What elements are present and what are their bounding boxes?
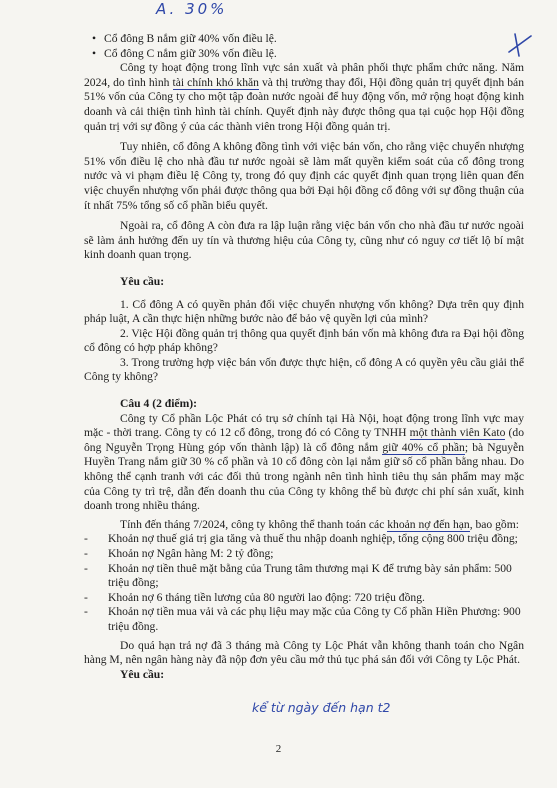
bullet-text: Cổ đông B nắm giữ 40% vốn điều lệ.	[104, 32, 277, 45]
dash-bullet: -	[84, 590, 88, 604]
bullet-text: Cổ đông C nắm giữ 30% vốn điều lệ.	[104, 46, 277, 60]
dash-bullet: -	[84, 532, 88, 546]
bullet-item	[84, 32, 524, 47]
case3-question-3: 3. Trong trường hợp việc bán vốn được thực hiện, cổ đông A có quyền yêu cầu giải thể Công ty không?	[84, 355, 524, 384]
case4-paragraph-1: Công ty Cổ phần Lộc Phát có trụ sở chính tại Hà Nội, hoạt động trong lĩnh vực may mặc - thời trang. Công ty có 12 cổ đông, trong đó có Công ty TNHH một thành viên Kato (do ông Nguyễn Trọng Hùng góp vốn thành lập) là cổ đông nắm giữ 40% cổ phần; bà Nguyễn Huyền Trang nắm giữ 30 % cổ phần và 10 cổ đông còn lại nắm giữ số cổ phần bằng nhau. Do không thể cạnh tranh với các đối thủ trong ngành nên tình hình tiêu thụ sản phẩm may mặc của Công ty trì trệ, dẫn đến doanh thu của Công ty không thể bù được chi phí sản xuất, kinh doanh trong nhiều tháng.	[84, 411, 525, 513]
case4-title: Câu 4 (2 điểm):	[120, 397, 197, 411]
case4-paragraph-2: Tính đến tháng 7/2024, công ty không thể thanh toán các khoản nợ đến hạn, bao gồm:	[120, 517, 519, 531]
page-number: 2	[275, 743, 282, 755]
dash-bullet: -	[84, 547, 88, 560]
page-content	[84, 32, 524, 682]
case3-question-2: 2. Việc Hội đồng quản trị thông qua quyết định bán vốn mà không đưa ra Đại hội đồng cổ đông có hợp pháp không?	[84, 326, 524, 355]
handwritten-top-note: A. 30%	[156, 0, 228, 18]
dash-bullet: -	[84, 561, 88, 575]
case3-question-1: 1. Cổ đông A có quyền phản đối việc chuyển nhượng vốn không? Dựa trên quy định pháp luật, A cần thực hiện những bước nào để bảo vệ quyền lợi của mình?	[84, 297, 524, 326]
handwritten-check-icon	[505, 30, 535, 60]
bullet-dot-icon: •	[91, 32, 97, 45]
case3-paragraph-3: Ngoài ra, cổ đông A còn đưa ra lập luận rằng việc bán vốn cho nhà đầu tư nước ngoài sẽ làm ảnh hưởng đến uy tín và thương hiệu của Công ty, cũng như có nguy cơ tiết lộ bí mật kinh doanh quan trọng.	[84, 219, 524, 262]
case4-paragraph-3: Do quá hạn trả nợ đã 3 tháng mà Công ty Lộc Phát vẫn không thanh toán cho Ngân hàng M, nên ngân hàng này đã nộp đơn yêu cầu mở thủ tục phá sản đối với Công ty Lộc Phát.	[84, 638, 524, 667]
bullet-dot-icon: •	[91, 46, 97, 60]
case3-requirements-title: Yêu cầu:	[120, 274, 165, 288]
case3-paragraph-1: Công ty hoạt động trong lĩnh vực sản xuất và phân phối thực phẩm chức năng. Năm 2024, do tình hình tài chính khó khăn và thị trường thay đổi, Hội đồng quản trị quyết định bán 51% vốn của Công ty cho một tập đoàn nước ngoài để huy động vốn, mở rộng hoạt động kinh doanh và cải thiện tình hình tài chính. Quyết định này được thông qua tại cuộc họp Hội đồng quản trị với sự đồng ý của các thành viên trong Hội đồng quản trị.	[84, 61, 525, 133]
debt-list-item: - Khoản nợ tiền thuê mặt bằng của Trung tâm thương mại K để trưng bày sản phẩm: 500 triệu đồng;	[84, 561, 512, 590]
debt-list-item: - Khoản nợ 6 tháng tiền lương của 80 người lao động: 720 triệu đồng.	[84, 590, 425, 604]
handwritten-bottom-note: kể từ ngày đến hạn t2	[252, 700, 391, 715]
debt-list-item: - Khoản nợ thuế giá trị gia tăng và thuế thu nhập doanh nghiệp, tổng cộng 800 triệu đồng;	[84, 532, 518, 546]
debt-list-item: - Khoản nợ Ngân hàng M: 2 tỷ đồng;	[84, 547, 274, 560]
dash-bullet: -	[84, 605, 88, 619]
case3-paragraph-2: Tuy nhiên, cổ đông A không đồng tình với việc bán vốn, cho rằng việc chuyển nhượng 51% vốn điều lệ cho nhà đầu tư nước ngoài sẽ làm mất quyền kiểm soát của cổ đông trong nước và vi phạm điều lệ Công ty, trong đó quy định các quyết định quan trọng liên quan đến việc chuyển nhượng vốn phải được thông qua bởi Đại hội đồng cổ đông với sự đồng thuận của ít nhất 75% tổng số cổ phần biểu quyết.	[84, 140, 524, 212]
bullet-item	[84, 47, 524, 62]
debt-list-item: - Khoản nợ tiền mua vải và các phụ liệu may mặc của Công ty Cổ phần Hiền Phương: 900 triệu đồng.	[84, 605, 521, 633]
case4-requirements-title: Yêu cầu:	[120, 667, 165, 681]
